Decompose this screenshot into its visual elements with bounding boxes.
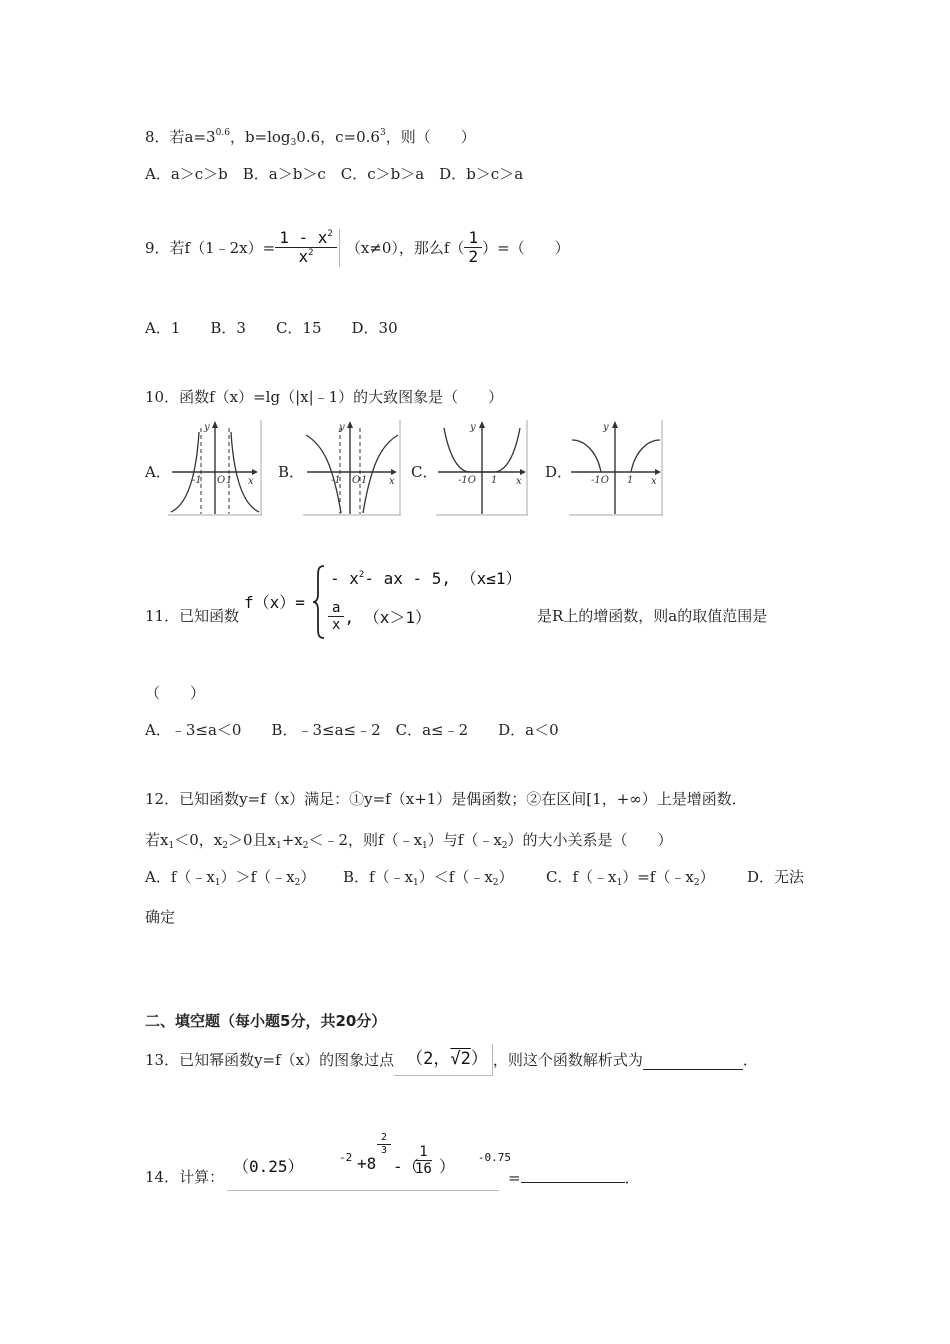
svg-text:1: 1 <box>226 475 233 486</box>
q10-graph-a <box>168 420 262 516</box>
q14-answer-blank[interactable] <box>521 1166 625 1183</box>
q10-option-d-label: D． <box>545 463 573 481</box>
section-title: 二、填空题（每小题5分，共20分） <box>145 1012 387 1030</box>
svg-text:O: O <box>352 475 361 486</box>
svg-text:1: 1 <box>491 475 498 486</box>
q10-option-a-label: A． <box>145 463 171 481</box>
q10-option-b-label: B． <box>278 463 305 481</box>
svg-text:-1: -1 <box>192 475 202 486</box>
svg-text:-1O: -1O <box>591 475 609 486</box>
svg-text:-1: -1 <box>331 475 341 486</box>
q11-prefix: 11．已知函数 <box>145 607 240 625</box>
svg-text:x: x <box>651 476 657 487</box>
q11-case2: $\frac{a}{x}$ , （x＞1） <box>328 600 431 633</box>
q9-half: $\frac{1}{2}$ <box>464 229 482 267</box>
q8-options: A．a＞c＞b B．a＞b＞c C．c＞b＞a D．b＞c＞a <box>145 165 524 183</box>
q12-option-d: D．无法 <box>747 868 805 886</box>
q12-line1: 12．已知函数y=f（x）满足：①y=f（x+1）是偶函数；②在区间[1，+∞）上是增函数． <box>145 790 747 808</box>
q14-expression: （0.25） $_{-2}$ +8 $\frac{2}{3}$ -（ $\frac{1}{16}$ ） $_{-0.75}$ <box>227 1132 499 1191</box>
svg-text:x: x <box>516 476 522 487</box>
q8-stem: 8．若$a=3^{0.6}$，$b=\log_30.6$，$c=0.6^3$，则（ ） <box>145 128 476 148</box>
q11-options: A．﹣3≤a＜0 B．﹣3≤a≤﹣2 C．a≤﹣2 D．a＜0 <box>145 721 559 739</box>
q10-graph-c <box>436 420 528 516</box>
q12-option-b: B．$f(﹣x_1)<f(﹣x_2)$ <box>343 868 514 888</box>
q12-option-a: A．$f(﹣x_1)>f(﹣x_2)$ <box>145 868 316 888</box>
q9-stem: 9．若f（1﹣2x）= $\frac{1 - x^2}{x^2}$ （x≠0），那么f（ $\frac{1}{2}$ ）=（ ） <box>145 228 570 267</box>
svg-text:-1O: -1O <box>458 475 476 486</box>
q12-option-c: C．$f(﹣x_1)=f(﹣x_2)$ <box>546 868 715 888</box>
q11-case1: - $x^2-$ ax - 5, （x≤1） <box>330 569 522 588</box>
q10-stem: 10．函数f（x）=lg（|x|﹣1）的大致图象是（ ） <box>145 388 504 406</box>
q14-prefix: 14．计算： <box>145 1168 225 1186</box>
q11-piecewise: f（x）= - $x^2-$ ax - 5, （x≤1） $\frac{a}{x}$ , （x＞1） <box>244 562 536 642</box>
svg-text:y: y <box>204 422 210 433</box>
q13-answer-blank[interactable] <box>643 1051 743 1070</box>
q11-suffix: 是R上的增函数，则a的取值范围是 <box>537 607 768 625</box>
q10-graph-b <box>303 420 401 516</box>
q10-option-c-label: C． <box>411 463 438 481</box>
q13-point: （2，√2） <box>394 1044 493 1076</box>
q10-graph-d <box>569 420 663 516</box>
svg-text:1: 1 <box>627 475 634 486</box>
q12-option-d-cont: 确定 <box>145 908 176 926</box>
q9-options: A．1 B．3 C．15 D．30 <box>145 319 398 337</box>
svg-text:y: y <box>470 422 476 433</box>
q11-paren: （ ） <box>145 684 206 702</box>
q14-answer: = ． <box>508 1166 640 1188</box>
svg-text:O: O <box>217 475 226 486</box>
svg-text:x: x <box>389 476 395 487</box>
svg-text:1: 1 <box>361 475 368 486</box>
svg-text:y: y <box>339 422 345 433</box>
q13-stem: 13．已知幂函数y=f（x）的图象过点 （2，√2） ，则这个函数解析式为 ． <box>145 1044 758 1076</box>
svg-text:x: x <box>248 476 254 487</box>
q11-brace <box>312 564 326 640</box>
q12-line2: 若$x_1<0$，$x_2>0$且$x_1+x_2<﹣2$，则$f(﹣x_1)$与$f(﹣x_2)$的大小关系是（ ） <box>145 831 673 851</box>
q9-fraction: $\frac{1 - x^2}{x^2}$ <box>275 229 340 267</box>
svg-text:y: y <box>603 422 609 433</box>
